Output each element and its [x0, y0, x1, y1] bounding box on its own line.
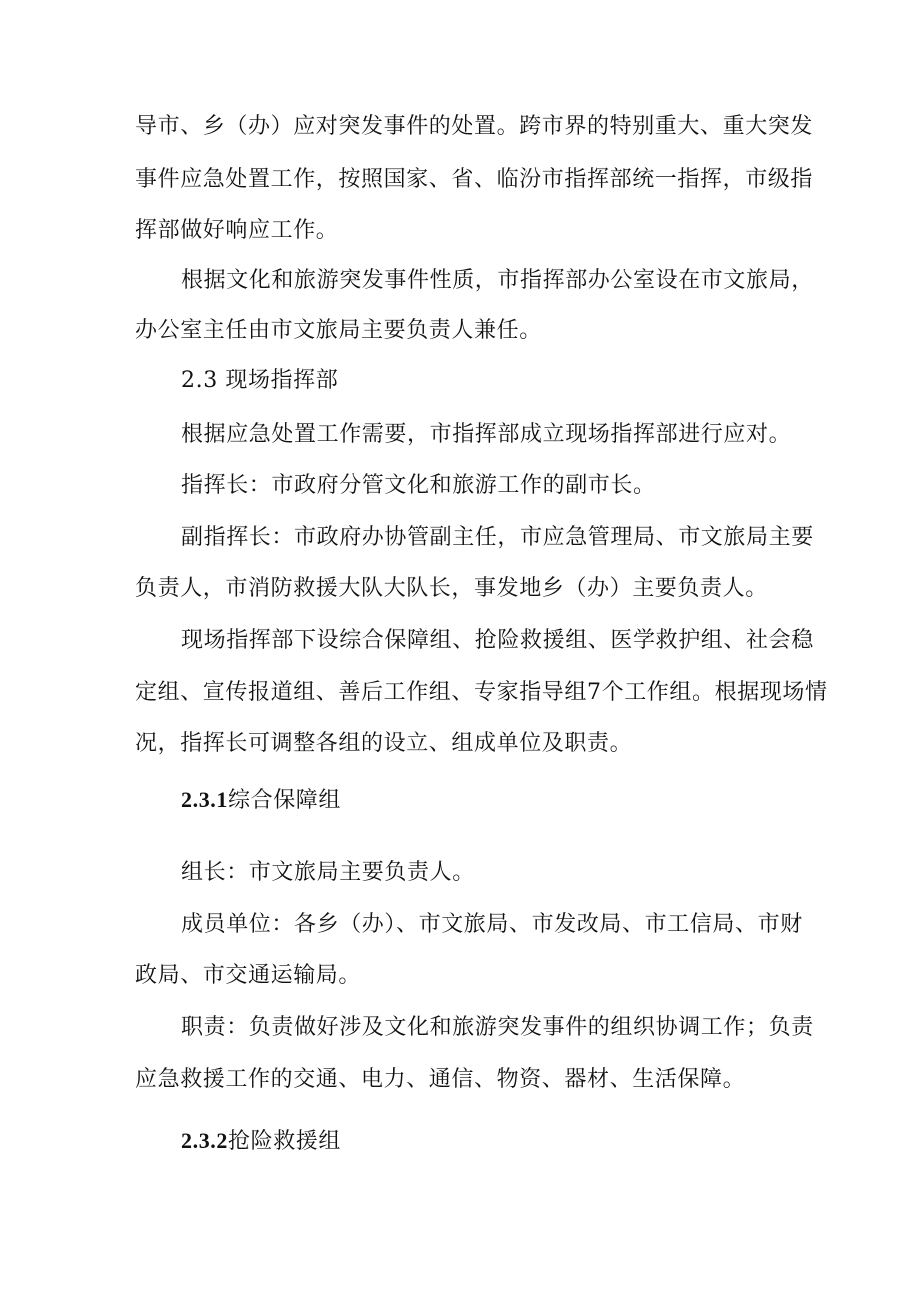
heading-text: 抢险救援组: [228, 1129, 342, 1154]
paragraph-line: 副指挥长：市政府办协管副主任，市应急管理局、市文旅局主要: [181, 525, 814, 550]
paragraph-line: 挥部做好响应工作。: [135, 218, 339, 243]
paragraph-line: 应急救援工作的交通、电力、通信、物资、器材、生活保障。: [135, 1067, 746, 1092]
heading-text: 综合保障组: [228, 788, 342, 813]
paragraph-line: 导市、乡（办）应对突发事件的处置。跨市界的特别重大、重大突发: [135, 114, 814, 139]
paragraph-line: 政局、市交通运输局。: [135, 963, 362, 988]
heading-number: 2.3.1: [181, 787, 228, 812]
section-heading-2-3: 2.3 现场指挥部: [181, 368, 339, 393]
paragraph-line: 组长：市文旅局主要负责人。: [181, 860, 475, 885]
paragraph-line: 根据文化和旅游突发事件性质，市指挥部办公室设在市文旅局，: [181, 268, 814, 293]
paragraph-line: 负责人，市消防救援大队大队长，事发地乡（办）主要负责人。: [135, 576, 768, 601]
section-heading-2-3-1: [181, 785, 790, 816]
paragraph-line: 职责：负责做好涉及文化和旅游突发事件的组织协调工作；负责: [181, 1015, 814, 1040]
paragraph-line: 根据应急处置工作需要，市指挥部成立现场指挥部进行应对。: [181, 422, 792, 447]
paragraph-line: 况，指挥长可调整各组的设立、组成单位及职责。: [135, 731, 633, 756]
section-heading-2-3-2: [181, 1126, 790, 1157]
paragraph-line: 现场指挥部下设综合保障组、抢险救援组、医学救护组、社会稳: [181, 628, 814, 653]
paragraph-line: 成员单位：各乡（办）、市文旅局、市发改局、市工信局、市财: [181, 912, 803, 937]
paragraph-line: 办公室主任由市文旅局主要负责人兼任。: [135, 318, 542, 343]
paragraph-line: 指挥长：市政府分管文化和旅游工作的副市长。: [181, 473, 656, 498]
heading-number: 2.3.2: [181, 1128, 228, 1153]
paragraph-line: 定组、宣传报道组、善后工作组、专家指导组7个工作组。根据现场情: [135, 680, 828, 705]
paragraph-line: 事件应急处置工作，按照国家、省、临汾市指挥部统一指挥，市级指: [135, 167, 814, 192]
